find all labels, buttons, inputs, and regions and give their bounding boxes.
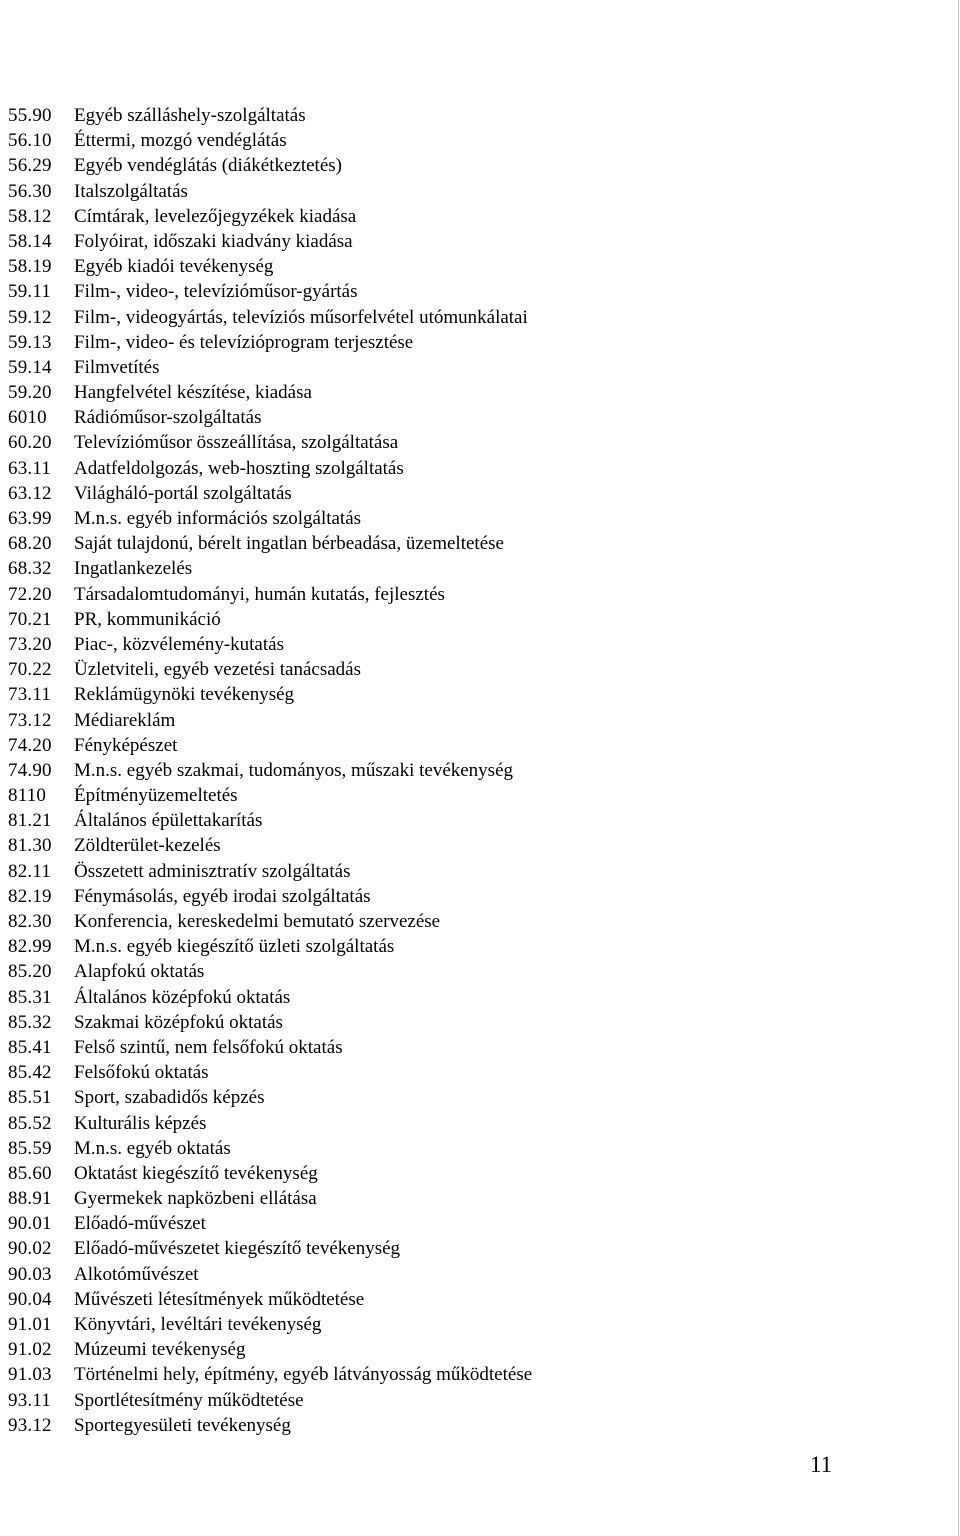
activity-code: 59.12 xyxy=(8,306,52,328)
activity-description: Felsőfokú oktatás xyxy=(74,1062,209,1084)
activity-code: 55.90 xyxy=(8,105,52,126)
activity-code: 60.20 xyxy=(8,432,52,454)
activity-row xyxy=(8,1035,532,1060)
activity-code: 58.19 xyxy=(8,256,52,278)
activity-row xyxy=(8,380,532,405)
activity-row xyxy=(8,909,532,934)
activity-code: 73.11 xyxy=(8,684,52,706)
page-edge-rule xyxy=(958,0,959,1536)
activity-description: Múzeumi tevékenység xyxy=(74,1339,246,1361)
activity-row xyxy=(8,204,532,229)
activity-description: Egyéb szálláshely-szolgáltatás xyxy=(74,105,306,126)
activity-description: Gyermekek napközbeni ellátása xyxy=(74,1188,317,1210)
activity-row xyxy=(8,330,532,355)
activity-row xyxy=(8,279,532,304)
activity-description: Kulturális képzés xyxy=(74,1112,207,1134)
activity-description: Film-, videogyártás, televíziós műsorfelvétel utómunkálatai xyxy=(74,306,528,328)
activity-code: 85.59 xyxy=(8,1137,52,1159)
activity-description: Rádióműsor-szolgáltatás xyxy=(74,407,262,429)
activity-description: Reklámügynöki tevékenység xyxy=(74,684,295,706)
activity-description: M.n.s. egyéb kiegészítő üzleti szolgáltatás xyxy=(74,936,395,958)
activity-description: Médiareklám xyxy=(74,709,176,731)
activity-code: 85.32 xyxy=(8,1011,52,1033)
activity-description: Sportlétesítmény működtetése xyxy=(74,1389,304,1411)
activity-description: Fénymásolás, egyéb irodai szolgáltatás xyxy=(74,885,371,907)
activity-description: Üzletviteli, egyéb vezetési tanácsadás xyxy=(74,659,361,681)
activity-code: 59.11 xyxy=(8,281,52,303)
activity-description: Sportegyesületi tevékenység xyxy=(74,1414,291,1436)
activity-code: 93.11 xyxy=(8,1389,52,1411)
activity-row xyxy=(8,708,532,733)
activity-description: Összetett adminisztratív szolgáltatás xyxy=(74,860,351,882)
activity-code: 59.20 xyxy=(8,382,52,404)
activity-code: 90.01 xyxy=(8,1213,52,1235)
activity-row xyxy=(8,1337,532,1362)
activity-code: 93.12 xyxy=(8,1414,52,1436)
activity-description: Piac-, közvélemény-kutatás xyxy=(74,633,284,655)
activity-description: Konferencia, kereskedelmi bemutató szervezése xyxy=(74,911,441,932)
activity-code: 88.91 xyxy=(8,1188,52,1210)
activity-row xyxy=(8,808,532,833)
activity-row xyxy=(8,1287,532,1312)
activity-row xyxy=(8,985,532,1010)
activity-description: M.n.s. egyéb szakmai, tudományos, műszaki tevékenység xyxy=(74,759,514,781)
activity-code: 70.22 xyxy=(8,659,52,681)
activity-row xyxy=(8,1060,532,1085)
activity-code: 56.30 xyxy=(8,180,52,202)
activity-code: 85.52 xyxy=(8,1112,52,1134)
activity-description: Zöldterület-kezelés xyxy=(74,835,221,857)
activity-code: 85.41 xyxy=(8,1036,52,1058)
activity-code: 81.30 xyxy=(8,835,52,857)
activity-code: 74.90 xyxy=(8,759,52,781)
activity-row xyxy=(8,1161,532,1186)
activity-description: M.n.s. egyéb oktatás xyxy=(74,1137,231,1159)
activity-code: 70.21 xyxy=(8,608,52,630)
activity-row xyxy=(8,833,532,858)
activity-row xyxy=(8,884,532,909)
activity-code-list xyxy=(8,103,532,1438)
activity-row xyxy=(8,1388,532,1413)
activity-row xyxy=(8,582,532,607)
activity-code: 68.20 xyxy=(8,533,52,555)
activity-code: 73.12 xyxy=(8,709,52,731)
activity-row xyxy=(8,682,532,707)
activity-code: 8110 xyxy=(8,785,47,807)
activity-row xyxy=(8,959,532,984)
activity-description: Művészeti létesítmények működtetése xyxy=(74,1288,365,1310)
activity-description: Szakmai középfokú oktatás xyxy=(74,1011,283,1033)
activity-row xyxy=(8,531,532,556)
activity-code: 85.42 xyxy=(8,1062,52,1084)
activity-description: Könyvtári, levéltári tevékenység xyxy=(74,1314,322,1335)
activity-row xyxy=(8,481,532,506)
activity-description: Világháló-portál szolgáltatás xyxy=(74,482,292,504)
activity-description: Alkotóművészet xyxy=(74,1263,199,1285)
activity-description: Film-, video- és televízióprogram terjesztése xyxy=(74,331,414,353)
activity-row xyxy=(8,506,532,531)
activity-description: Általános épülettakarítás xyxy=(74,810,263,832)
activity-row xyxy=(8,1312,532,1337)
activity-row xyxy=(8,254,532,279)
page-number: 11 xyxy=(810,1452,833,1477)
activity-description: Adatfeldolgozás, web-hoszting szolgáltatás xyxy=(74,457,404,479)
activity-code: 82.11 xyxy=(8,860,52,882)
activity-description: Történelmi hely, építmény, egyéb látványosság működtetése xyxy=(74,1364,533,1386)
activity-code: 90.03 xyxy=(8,1263,52,1285)
activity-code: 68.32 xyxy=(8,558,52,580)
activity-description: Felső szintű, nem felsőfokú oktatás xyxy=(74,1036,343,1058)
activity-row xyxy=(8,1362,532,1387)
activity-row xyxy=(8,103,532,128)
activity-code: 85.20 xyxy=(8,961,52,983)
activity-row xyxy=(8,733,532,758)
activity-row xyxy=(8,355,532,380)
activity-description: Alapfokú oktatás xyxy=(74,961,205,983)
activity-row xyxy=(8,229,532,254)
activity-row xyxy=(8,1186,532,1211)
activity-description: Film-, video-, televízióműsor-gyártás xyxy=(74,281,358,303)
activity-description: Oktatást kiegészítő tevékenység xyxy=(74,1162,318,1184)
activity-code: 58.14 xyxy=(8,230,52,252)
activity-description: Folyóirat, időszaki kiadvány kiadása xyxy=(74,230,353,252)
activity-code: 59.14 xyxy=(8,356,52,378)
activity-code: 74.20 xyxy=(8,734,52,756)
activity-row xyxy=(8,1262,532,1287)
activity-description: Társadalomtudományi, humán kutatás, fejlesztés xyxy=(74,583,445,605)
activity-row xyxy=(8,430,532,455)
activity-description: Hangfelvétel készítése, kiadása xyxy=(74,382,312,404)
activity-row xyxy=(8,783,532,808)
activity-code: 63.99 xyxy=(8,508,52,529)
activity-code: 63.11 xyxy=(8,457,52,479)
activity-code: 82.19 xyxy=(8,885,52,907)
activity-row xyxy=(8,405,532,430)
activity-code: 90.04 xyxy=(8,1288,52,1310)
activity-code: 85.60 xyxy=(8,1162,52,1184)
activity-row xyxy=(8,179,532,204)
activity-code: 6010 xyxy=(8,407,47,429)
activity-description: M.n.s. egyéb információs szolgáltatás xyxy=(74,508,362,529)
activity-code: 85.51 xyxy=(8,1087,52,1109)
activity-description: Filmvetítés xyxy=(74,356,160,378)
activity-row xyxy=(8,1010,532,1035)
activity-row xyxy=(8,153,532,178)
activity-code: 82.30 xyxy=(8,911,52,932)
activity-code: 56.10 xyxy=(8,130,52,152)
activity-row xyxy=(8,1136,532,1161)
activity-code: 73.20 xyxy=(8,633,52,655)
activity-description: Előadó-művészetet kiegészítő tevékenység xyxy=(74,1238,401,1260)
activity-row xyxy=(8,305,532,330)
activity-row xyxy=(8,934,532,959)
activity-code: 91.03 xyxy=(8,1364,52,1386)
activity-description: Egyéb vendéglátás (diákétkeztetés) xyxy=(74,155,342,177)
activity-row xyxy=(8,456,532,481)
activity-row xyxy=(8,556,532,581)
activity-description: Televízióműsor összeállítása, szolgáltatása xyxy=(74,432,399,454)
activity-row xyxy=(8,1085,532,1110)
activity-row xyxy=(8,128,532,153)
activity-row xyxy=(8,632,532,657)
activity-description: Előadó-művészet xyxy=(74,1213,206,1235)
activity-row xyxy=(8,607,532,632)
activity-row xyxy=(8,1413,532,1438)
activity-description: PR, kommunikáció xyxy=(74,608,221,630)
activity-code: 72.20 xyxy=(8,583,52,605)
activity-code: 91.01 xyxy=(8,1314,52,1335)
activity-description: Italszolgáltatás xyxy=(74,180,188,202)
activity-code: 85.31 xyxy=(8,986,52,1008)
activity-row xyxy=(8,859,532,884)
activity-description: Sport, szabadidős képzés xyxy=(74,1087,265,1109)
activity-code: 90.02 xyxy=(8,1238,52,1260)
activity-code: 81.21 xyxy=(8,810,52,832)
activity-row xyxy=(8,657,532,682)
activity-description: Fényképészet xyxy=(74,734,178,756)
activity-row xyxy=(8,1236,532,1261)
activity-description: Általános középfokú oktatás xyxy=(74,986,291,1008)
activity-code: 91.02 xyxy=(8,1339,52,1361)
activity-description: Ingatlankezelés xyxy=(74,558,193,580)
activity-description: Saját tulajdonú, bérelt ingatlan bérbeadása, üzemeltetése xyxy=(74,533,504,555)
activity-description: Címtárak, levelezőjegyzékek kiadása xyxy=(74,205,357,227)
activity-code: 56.29 xyxy=(8,155,52,177)
activity-description: Egyéb kiadói tevékenység xyxy=(74,256,274,278)
activity-code: 59.13 xyxy=(8,331,52,353)
activity-code: 58.12 xyxy=(8,205,52,227)
activity-row xyxy=(8,1211,532,1236)
activity-code: 82.99 xyxy=(8,936,52,958)
activity-code: 63.12 xyxy=(8,482,52,504)
activity-description: Építményüzemeltetés xyxy=(74,785,238,807)
activity-row xyxy=(8,758,532,783)
activity-description: Éttermi, mozgó vendéglátás xyxy=(74,130,287,152)
activity-row xyxy=(8,1111,532,1136)
